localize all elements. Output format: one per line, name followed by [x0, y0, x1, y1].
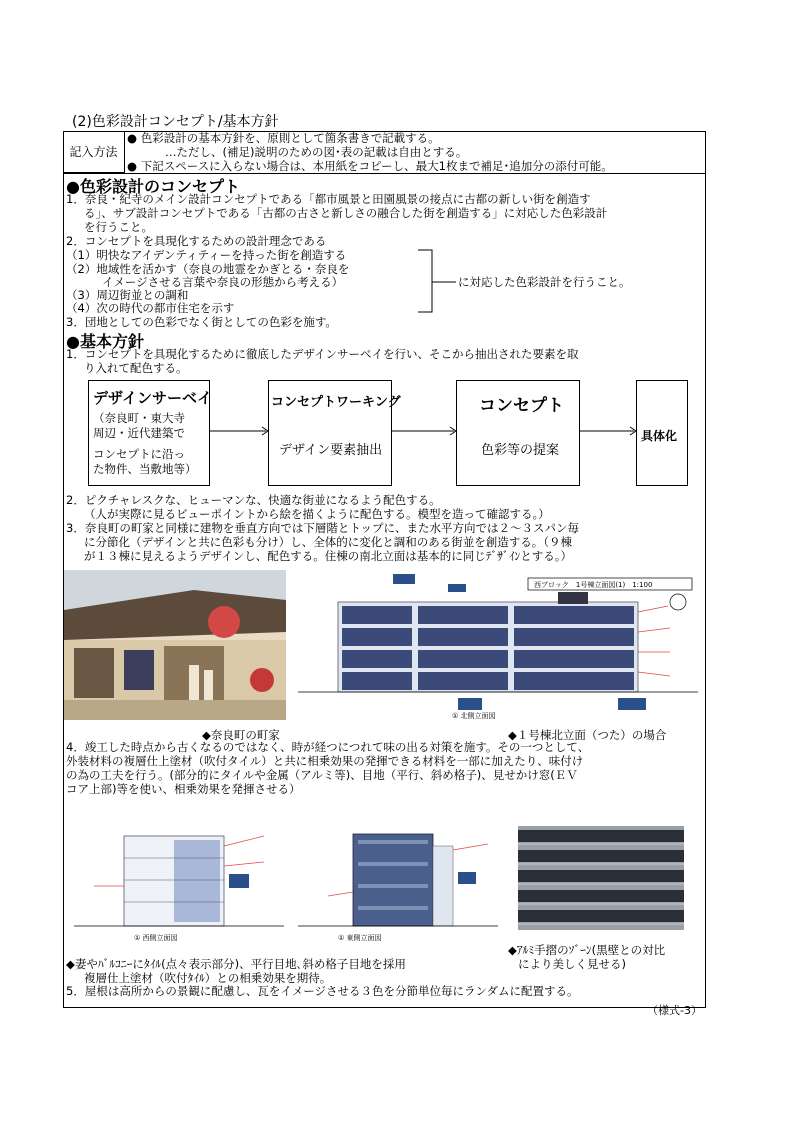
page-title: (2)色彩設計コンセプト/基本方針: [72, 114, 279, 130]
instruction-line-1: ● 色彩設計の基本方針を、原則として箇条書きで記載する。: [127, 131, 440, 145]
flow-box-1-sub-2: 周辺・近代建築で: [93, 426, 185, 440]
policy-item4-line3: の為の工夫を行う。(部分的にタイルや金属（アルミ等)、目地（平行、斜め格子)、見せかけ窓(ＥＶ: [66, 768, 578, 782]
machiya-sketch-image: [64, 570, 286, 720]
caption-left-line2: 複層仕上塗材（吹付ﾀｲﾙ）との相乗効果を期待。: [84, 971, 332, 985]
policy-item3-line3: が１３棟に見えるようデザインし、配色する。住棟の南北立面は基本的に同じﾃﾞｻﾞｲﾝとする。）: [84, 549, 572, 563]
instruction-line-2: …ただし、(補足)説明のための図･表の記載は自由とする。: [165, 145, 468, 159]
drawing-label-west: ① 西側立面図: [134, 934, 178, 942]
north-elevation-drawing: [298, 572, 698, 724]
drawing-label-north: ① 北側立面図: [452, 712, 496, 720]
policy-item4-line4: コア上部)等を使い、相乗効果を発揮させる）: [66, 782, 301, 796]
west-elevation-drawing: [74, 806, 284, 946]
flow-box-design-survey: [88, 380, 210, 486]
instructions-label: 記入方法: [63, 131, 125, 173]
caption-right-line2: により美しく見せる): [518, 957, 626, 971]
policy-item3-line1: 3．奈良町の町家と同様に建物を垂直方向では下層階とトップに、また水平方向では２～３スパン毎: [66, 521, 579, 535]
concept-line-9: （4）次の時代の都市住宅を示す: [66, 301, 235, 315]
concept-line-4: 2．コンセプトを具現化するための設計理念である: [66, 234, 327, 248]
concept-line-7: イメージさせる言葉や奈良の形態から考える）: [102, 275, 344, 289]
flow-box-concrete: [636, 380, 688, 486]
form-number: （様式-3）: [647, 1004, 702, 1017]
policy-item4-line2: 外装材料の複層仕上塗材（吹付タイル）と共に相乗効果の発揮できる材料を一部に加えたり、味付け: [66, 754, 584, 768]
bracket-note: に対応した色彩設計を行うこと。: [458, 275, 631, 289]
concept-line-1: 1．奈良・紀寺のメイン設計コンセプトである「都市風景と田園風景の接点に古都の新しい街を創造す: [66, 192, 591, 206]
flow-box-3-title: コンセプト: [479, 396, 564, 416]
policy-item4-line1: 4．竣工した時点から古くなるのではなく、時が経つにつれて味の出る対策を施す。その一つとして、: [66, 740, 590, 754]
concept-line-2: る」、サブ設計コンセプトである「古都の古さと新しさの融合した街を創造する」に対応した色彩設計: [84, 206, 608, 220]
policy-item1-line2: り入れて配色する。: [84, 361, 188, 375]
caption-north: ◆１号棟北立面（つた）の場合: [508, 728, 667, 742]
policy-item2-line1: 2．ピクチャレスクな、ヒューマンな、快適な街並になるよう配色する。: [66, 493, 441, 507]
policy-heading: ●基本方針: [66, 332, 144, 351]
policy-item5: 5．屋根は高所からの景観に配慮し、瓦をイメージさせる３色を分節単位毎にランダムに配置する。: [66, 984, 579, 998]
policy-item1-line1: 1．コンセプトを具現化するために徹底したデザインサーベイを行い、そこから抽出された要素を取: [66, 347, 579, 361]
flow-box-1-sub-1: （奈良町・東大寺: [93, 411, 185, 425]
policy-item2-line2: （人が実際に見るビューポイントから絵を描くように配色する。模型を造って確認する。）: [84, 507, 550, 521]
flow-box-1-sub-4: コンセプトに沿っ: [93, 447, 185, 461]
flow-box-2-title: コンセプトワーキング: [271, 395, 401, 410]
drawing-label-east: ① 東側立面図: [338, 934, 382, 942]
aluminum-railing-photo: [518, 826, 684, 930]
east-elevation-drawing: [298, 806, 498, 946]
flow-arrows: [210, 425, 640, 437]
drawing-header: 西ブロック 1号棟立面図(1) 1:100: [534, 581, 653, 589]
instruction-line-3: ● 下記スペースに入らない場合は、本用紙をコピーし、最大1枚まで補足･追加分の添付可能。: [127, 159, 613, 173]
caption-right-line1: ◆ｱﾙﾐ手摺のｿﾞｰﾝ(黒壁との対比: [508, 943, 666, 957]
concept-line-10: 3．団地としての色彩でなく街としての色彩を施す。: [66, 315, 337, 329]
caption-left-line1: ◆妻やﾊﾞﾙｺﾆｰにﾀｲﾙ(点々表示部分)、平行目地､斜め格子目地を採用: [66, 957, 406, 971]
flow-box-1-title: デザインサーベイ: [93, 389, 212, 407]
concept-line-3: を行うこと。: [84, 220, 153, 234]
flow-box-1-sub-5: た物件、当敷地等）: [93, 462, 197, 476]
concept-line-5: （1）明快なアイデンティティーを持った街を創造する: [66, 248, 347, 262]
concept-line-6: （2）地域性を活かす（奈良の地霊をかぎとる・奈良を: [66, 262, 350, 276]
concept-line-8: （3）周辺街並との調和: [66, 288, 189, 302]
flow-box-4-title: 具体化: [641, 429, 678, 443]
concept-heading: ●色彩設計のコンセプト: [66, 177, 240, 196]
policy-item3-line2: に分節化（デザインと共に色彩も分け）し、全体的に変化と調和のある街並を創造する。（９棟: [84, 535, 572, 549]
caption-machiya: ◆奈良町の町家: [202, 728, 280, 742]
flow-box-3-sub: 色彩等の提案: [481, 443, 560, 458]
flow-box-2-sub: デザイン要素抽出: [279, 443, 383, 458]
